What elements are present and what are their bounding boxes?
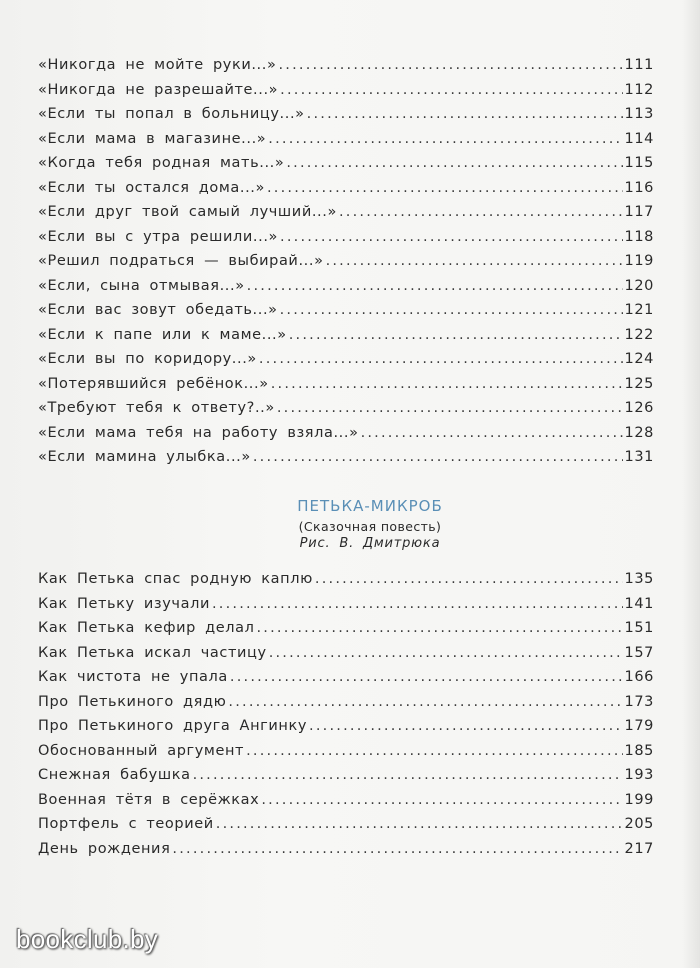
toc-entry-title: «Решил подраться — выбирай...»	[38, 253, 324, 269]
dot-leader	[246, 743, 622, 759]
dot-leader	[278, 57, 622, 73]
toc-entry-page: 115	[624, 155, 654, 171]
toc-entry-page: 173	[624, 693, 654, 710]
toc-entry	[38, 425, 654, 450]
dot-leader	[259, 351, 623, 367]
dot-leader	[309, 718, 622, 734]
toc-entry-title: «Если друг твой самый лучший...»	[38, 204, 337, 220]
dot-leader	[247, 278, 623, 294]
toc-entry-title: Обоснованный аргумент	[38, 742, 245, 759]
dot-leader	[253, 449, 623, 465]
toc-entry	[38, 669, 654, 694]
toc-entry-page: 111	[624, 57, 654, 73]
dot-leader	[307, 106, 623, 122]
toc-entry-page: 135	[624, 571, 654, 587]
toc-entry	[38, 841, 654, 866]
toc-entry-page: 205	[624, 816, 654, 832]
toc-entry	[38, 131, 654, 156]
toc-entry	[38, 180, 654, 205]
toc-entry-title: «Никогда не мойте руки...»	[38, 57, 277, 73]
toc-entry	[38, 155, 654, 180]
toc-entry-title: Как чистота не упала	[38, 669, 228, 685]
toc-entry	[38, 694, 654, 719]
dot-leader	[280, 302, 623, 318]
toc-entry	[38, 204, 654, 229]
toc-entry-page: 185	[624, 742, 654, 759]
toc-entry-page: 125	[624, 375, 654, 392]
toc-entry	[38, 645, 654, 670]
toc-entry-title: Про Петькиного дядю	[38, 693, 227, 710]
toc-entry-page: 112	[624, 81, 654, 98]
dot-leader	[280, 82, 622, 98]
toc-entry-title: Портфель с теорией	[38, 816, 214, 832]
toc-entry	[38, 718, 654, 743]
toc-list-part1	[38, 57, 654, 474]
toc-entry	[38, 400, 654, 425]
dot-leader	[230, 669, 623, 685]
toc-entry-title: «Если вы с утра решили...»	[38, 228, 279, 245]
toc-list-part2	[38, 571, 654, 865]
toc-entry-title: «Требуют тебя к ответу?..»	[38, 400, 275, 416]
dot-leader	[339, 204, 623, 220]
toc-entry-page: 113	[624, 106, 654, 122]
toc-entry-page: 114	[624, 130, 654, 147]
dot-leader	[212, 596, 623, 612]
dot-leader	[228, 694, 622, 710]
dot-leader	[257, 620, 623, 636]
toc-entry-title: «Если мамина улыбка...»	[38, 449, 251, 465]
toc-entry-title: «Если к папе или к маме...»	[38, 326, 287, 343]
toc-entry	[38, 327, 654, 352]
section-heading	[0, 497, 700, 551]
toc-entry-title: «Если мама в магазине...»	[38, 130, 267, 147]
toc-entry-page: 217	[624, 840, 654, 857]
toc-entry-page: 126	[624, 400, 654, 416]
toc-entry-title: «Когда тебя родная мать...»	[38, 155, 285, 171]
toc-entry-page: 179	[624, 718, 654, 734]
dot-leader	[361, 425, 623, 441]
toc-entry	[38, 792, 654, 817]
toc-entry-page: 141	[624, 595, 654, 612]
toc-entry-page: 128	[624, 424, 654, 441]
toc-entry-title: «Никогда не разрешайте...»	[38, 81, 279, 98]
toc-entry-page: 131	[624, 449, 654, 465]
toc-entry-title: «Если вы по коридору...»	[38, 351, 257, 367]
toc-entry-page: 157	[624, 644, 654, 661]
dot-leader	[315, 571, 623, 587]
section-title: ПЕТЬКА-МИКРОБ	[297, 497, 443, 515]
toc-entry-title: Про Петькиного друга Ангинку	[38, 718, 308, 734]
toc-entry	[38, 816, 654, 841]
toc-entry-title: «Если вас зовут обедать...»	[38, 302, 278, 318]
toc-entry	[38, 278, 654, 303]
dot-leader	[269, 645, 623, 661]
dot-leader	[267, 180, 623, 196]
section-subtitle: (Сказочная повесть)	[298, 519, 442, 534]
dot-leader	[286, 155, 622, 171]
toc-entry-page: 151	[624, 620, 654, 636]
toc-entry-page: 199	[624, 791, 654, 808]
toc-entry-page: 122	[624, 326, 654, 343]
dot-leader	[271, 376, 623, 392]
toc-entry	[38, 82, 654, 107]
toc-entry-page: 119	[624, 253, 654, 269]
toc-entry-title: Снежная бабушка	[38, 767, 191, 783]
dot-leader	[216, 816, 623, 832]
toc-entry-title: Как Петька искал частицу	[38, 644, 267, 661]
toc-entry	[38, 449, 654, 474]
toc-entry	[38, 229, 654, 254]
toc-entry-title: Военная тётя в серёжках	[38, 791, 260, 808]
toc-entry-title: Как Петька спас родную каплю	[38, 571, 313, 587]
toc-entry-title: «Если ты остался дома...»	[38, 179, 265, 196]
toc-entry-page: 120	[624, 277, 654, 294]
dot-leader	[261, 792, 622, 808]
toc-entry-title: Как Петька кефир делал	[38, 620, 255, 636]
page-edge-shadow	[682, 0, 700, 968]
toc-entry	[38, 620, 654, 645]
toc-entry-title: «Если мама тебя на работу взяла...»	[38, 424, 359, 441]
toc-entry	[38, 302, 654, 327]
toc-entry	[38, 57, 654, 82]
toc-entry	[38, 767, 654, 792]
dot-leader	[280, 229, 622, 245]
dot-leader	[193, 767, 623, 783]
toc-entry-page: 117	[624, 204, 654, 220]
toc-entry	[38, 376, 654, 401]
illustrator-credit: Рис. В. Дмитрюка	[299, 536, 441, 551]
dot-leader	[289, 327, 623, 343]
toc-entry	[38, 106, 654, 131]
toc-entry-title: День рождения	[38, 840, 171, 857]
toc-entry-page: 124	[624, 351, 654, 367]
dot-leader	[326, 253, 623, 269]
toc-entry	[38, 253, 654, 278]
toc-entry-page: 166	[624, 669, 654, 685]
toc-entry-page: 193	[624, 767, 654, 783]
toc-entry-title: «Если ты попал в больницу...»	[38, 106, 305, 122]
toc-entry-title: Как Петьку изучали	[38, 595, 210, 612]
toc-entry-page: 118	[624, 228, 654, 245]
toc-entry	[38, 743, 654, 768]
toc-entry-page: 121	[624, 302, 654, 318]
watermark: bookclub.by	[16, 924, 159, 954]
toc-entry	[38, 351, 654, 376]
toc-entry	[38, 596, 654, 621]
toc-entry	[38, 571, 654, 596]
dot-leader	[268, 131, 622, 147]
toc-entry-title: «Потерявшийся ребёнок...»	[38, 375, 269, 392]
dot-leader	[172, 841, 622, 857]
toc-entry-title: «Если, сына отмывая...»	[38, 277, 245, 294]
dot-leader	[277, 400, 623, 416]
toc-entry-page: 116	[624, 179, 654, 196]
